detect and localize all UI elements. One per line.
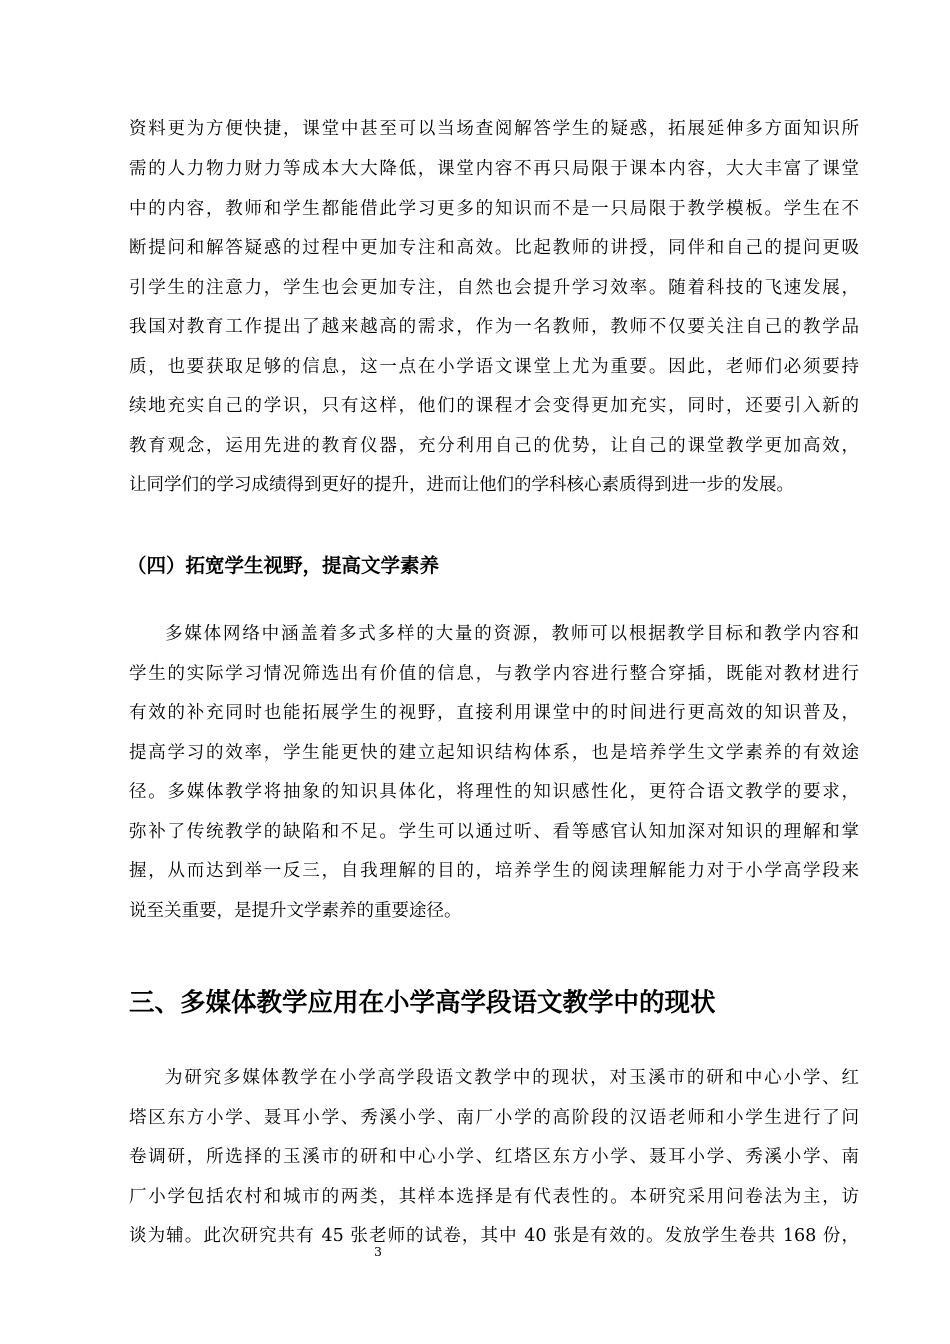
text-line: 质，也要获取足够的信息，这一点在小学语文课堂上尤为重要。因此，老师们必须要持	[129, 357, 859, 377]
section-heading: （四）拓宽学生视野，提高文学素养	[127, 554, 440, 577]
text-line: 为研究多媒体教学在小学高学段语文教学中的现状，对玉溪市的研和中心小学、红	[165, 1068, 859, 1088]
text-line: 续地充实自己的学识，只有这样，他们的课程才会变得更加充实，同时，还要引入新的	[129, 396, 859, 416]
text-line: 引学生的注意力，学生也会更加专注，自然也会提升学习效率。随着科技的飞速发展，	[129, 278, 859, 298]
text-line: 有效的补充同时也能拓展学生的视野，直接利用课堂中的时间进行更高效的知识普及，	[129, 703, 859, 723]
text-line: 塔区东方小学、聂耳小学、秀溪小学、南厂小学的高阶段的汉语老师和小学生进行了问	[129, 1108, 859, 1128]
text-line: 让同学们的学习成绩得到更好的提升，进而让他们的学科核心素质得到进一步的发展。	[129, 475, 794, 495]
chapter-heading: 三、多媒体教学应用在小学高学段语文教学中的现状	[129, 988, 716, 1018]
text-line: 提高学习的效率，学生能更快的建立起知识结构体系，也是培养学生文学素养的有效途	[129, 743, 859, 763]
text-line: 谈为辅。此次研究共有 45 张老师的试卷，其中 40 张是有效的。发放学生卷共 168 份，	[129, 1226, 859, 1246]
text-line: 径。多媒体教学将抽象的知识具体化，将理性的知识感性化，更符合语文教学的要求，	[129, 782, 859, 802]
text-line: 中的内容，教师和学生都能借此学习更多的知识而不是一只局限于教学模板。学生在不	[129, 199, 859, 219]
text-line: 需的人力物力财力等成本大大降低，课堂内容不再只局限于课本内容，大大丰富了课堂	[129, 159, 859, 179]
text-line: 断提问和解答疑惑的过程中更加专注和高效。比起教师的讲授，同伴和自己的提问更吸	[129, 238, 859, 258]
text-line: 学生的实际学习情况筛选出有价值的信息，与教学内容进行整合穿插，既能对教材进行	[129, 664, 859, 684]
text-line: 卷调研，所选择的玉溪市的研和中心小学、红塔区东方小学、聂耳小学、秀溪小学、南	[129, 1147, 859, 1167]
text-line: 我国对教育工作提出了越来越高的需求，作为一名教师，教师不仅要关注自己的教学品	[129, 317, 859, 337]
text-line: 弥补了传统教学的缺陷和不足。学生可以通过听、看等感官认知加深对知识的理解和掌	[129, 822, 859, 842]
text-line: 握，从而达到举一反三，自我理解的目的，培养学生的阅读理解能力对于小学高学段来	[129, 861, 859, 881]
text-line: 说至关重要，是提升文学素养的重要途径。	[129, 901, 462, 921]
text-line: 教育观念，运用先进的教育仪器，充分利用自己的优势，让自己的课堂教学更加高效，	[129, 436, 859, 456]
page-number: 3	[374, 1244, 382, 1259]
text-line: 资料更为方便快捷，课堂中甚至可以当场查阅解答学生的疑惑，拓展延伸多方面知识所	[129, 119, 859, 139]
text-line: 厂小学包括农村和城市的两类，其样本选择是有代表性的。本研究采用问卷法为主，访	[129, 1187, 859, 1207]
text-line: 多媒体网络中涵盖着多式多样的大量的资源，教师可以根据教学目标和教学内容和	[165, 624, 859, 644]
